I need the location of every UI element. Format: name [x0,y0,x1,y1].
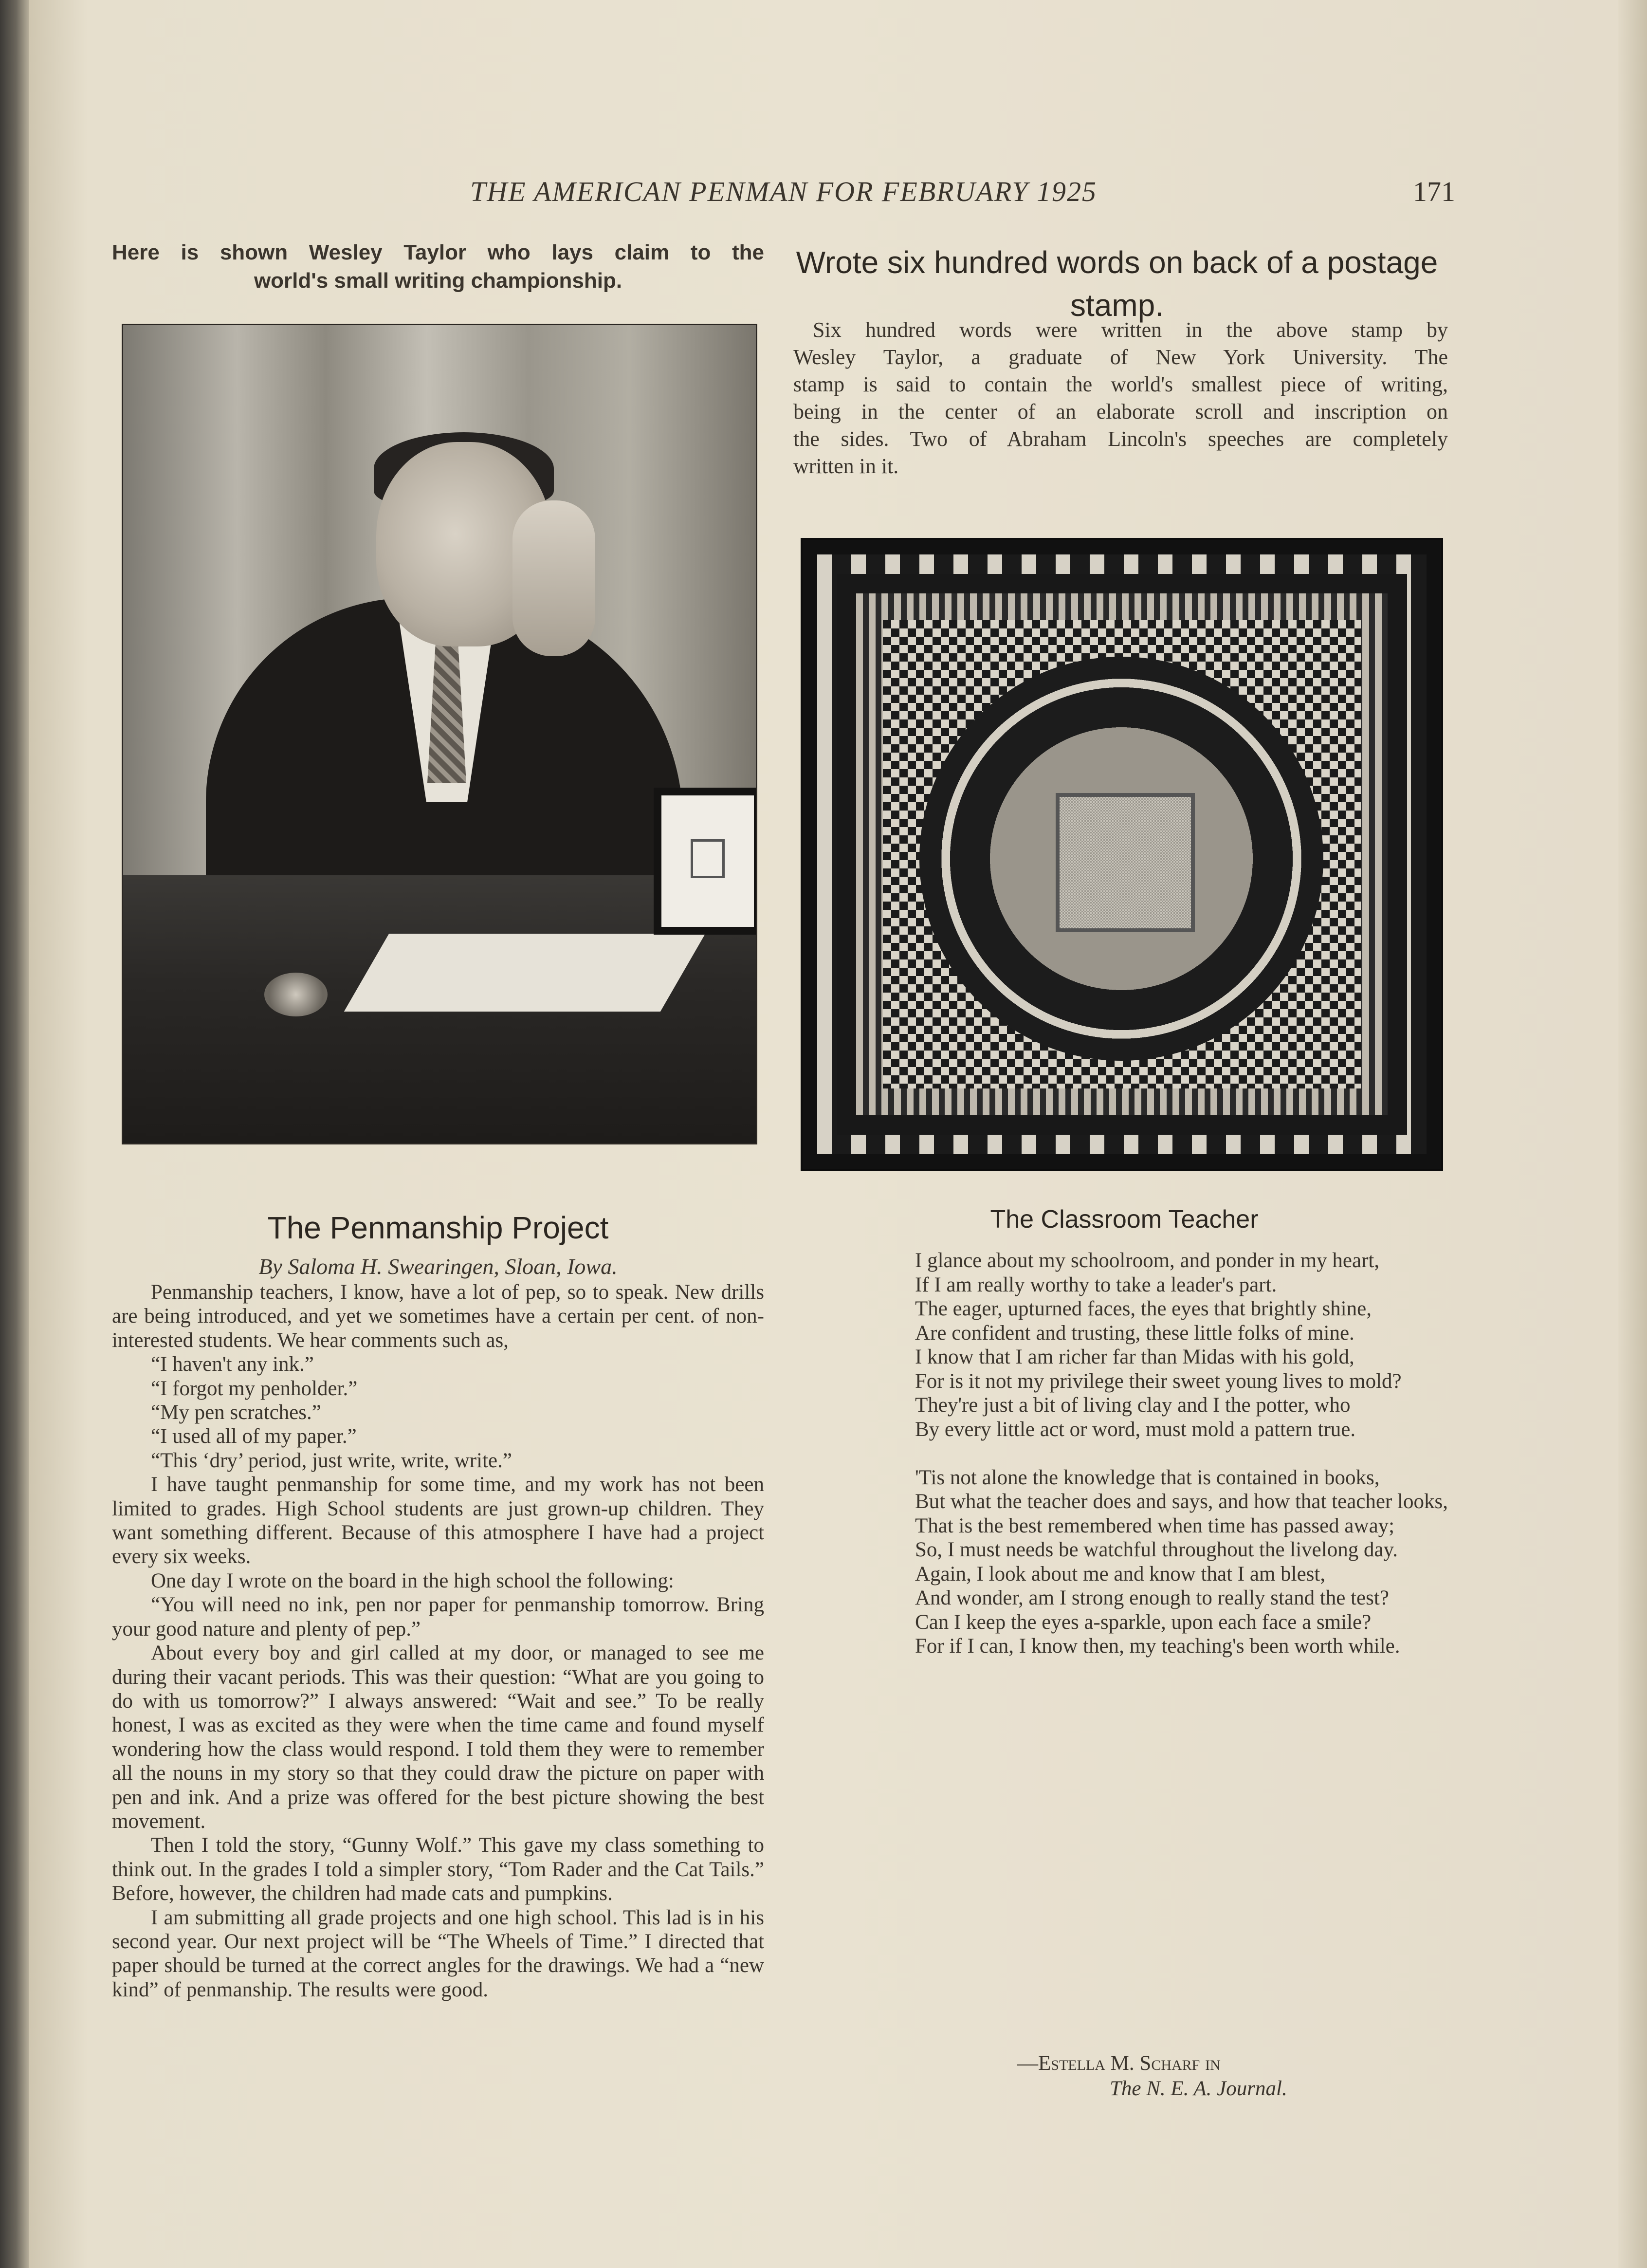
penmanship-paragraph: “This ‘dry’ period, just write, write, write.” [151,1449,512,1472]
poem-line: Again, I look about me and know that I am blest, [915,1562,1326,1586]
stanza-gap [915,1441,1450,1466]
penmanship-paragraph: “I forgot my penholder.” [151,1377,358,1400]
penmanship-paragraph: Then I told the story, “Gunny Wolf.” This gave my class something to think out. In the grades I told a simpler story, “Tom Rader and the Cat Tails.” Before, however, the children had made cats and pumpkins. [112,1834,764,1905]
penmanship-article-byline: By Saloma H. Swearingen, Sloan, Iowa. [258,1254,618,1279]
poem-line: Are confident and trusting, these little folks of mine. [915,1321,1354,1345]
poem-line: I glance about my schoolroom, and ponder in my heart, [915,1249,1380,1272]
poem-line: Can I keep the eyes a-sparkle, upon each face a smile? [915,1610,1372,1634]
poem-credit [915,2051,1450,2102]
photo-inkwell [264,973,328,1016]
poem-title: The Classroom Teacher [990,1205,1259,1234]
stamp-article-body [793,316,1448,480]
photo-caption-line-2: world's small writing championship. [254,269,622,293]
page-number: 171 [1413,176,1455,207]
photo-paper-sheet [344,934,705,1012]
stamp-article-line: being in the center of an elaborate scroll and inscription on [793,400,1448,424]
poem-body [915,1249,1450,1659]
page-edge [1618,0,1647,2268]
poem-line: I know that I am richer far than Midas with his gold, [915,1346,1354,1368]
penmanship-paragraph: I am submitting all grade projects and one high school. This lad is in his second year. Our next project will be “The Wheels of Time.” I directed that paper should be turned at the correct angles for the drawings. We had a “new kind” of penmanship. The results were good. [112,1906,764,2001]
stamp-article-line: Wesley Taylor, a graduate of New York University. The [793,345,1448,369]
penmanship-paragraph: “My pen scratches.” [151,1401,321,1424]
poem-line: And wonder, am I strong enough to really stand the test? [915,1586,1389,1609]
photo-caption [112,239,764,295]
poem-credit-author: —Estella M. Scharf in [1017,2052,1221,2075]
running-head: THE AMERICAN PENMAN FOR FEBRUARY 1925 [470,176,1098,207]
penmanship-paragraph: “I haven't any ink.” [151,1353,314,1376]
stamp-article-line: Six hundred words were written in the above stamp by [813,318,1448,342]
photo-caption-line-1: Here is shown Wesley Taylor who lays claim to the [112,240,764,264]
penmanship-paragraph: One day I wrote on the board in the high school the following: [151,1569,674,1592]
penmanship-paragraph: About every boy and girl called at my door, or managed to see me during their vacant periods. This was their question: “What are you going to do with us tomorrow?” I always answered: “Wait and see.” To be really honest, I was as excited as they were when the time came and found myself wondering how the class would respond. I told them they were to remember all the nouns in my story so that they could draw the picture on paper with pen and ink. And a prize was offered for the best picture showing the best movement. [112,1641,764,1833]
penmanship-paragraph: “I used all of my paper.” [151,1425,357,1448]
poem-line: That is the best remembered when time has passed away; [915,1514,1395,1537]
poem-line: So, I must needs be watchful throughout the livelong day. [915,1538,1398,1561]
poem-line: For is it not my privilege their sweet young lives to mold? [915,1369,1402,1393]
penmanship-paragraph: Penmanship teachers, I know, have a lot of pep, so to speak. New drills are being introduced, and yet we sometimes have a certain per cent. of non-interested students. We hear comments such as, [112,1281,764,1352]
stamp-article-line: written in it. [793,454,899,478]
stamp-article-headline: Wrote six hundred words on back of a postage stamp. [796,245,1438,323]
portrait-photo [122,324,757,1144]
poem-line: The eager, upturned faces, the eyes that brightly shine, [915,1297,1372,1320]
photo-picture-frame [654,788,757,935]
book-binding [0,0,29,2268]
poem-line: 'Tis not alone the knowledge that is contained in books, [915,1466,1380,1489]
penmanship-paragraph: I have taught penmanship for some time, and my work has not been limited to grades. High School students are just grown-up children. They want something different. Because of this atmosphere I have had a project every six weeks. [112,1473,764,1568]
penmanship-article-body [112,1280,764,2002]
poem-credit-source: The N. E. A. Journal. [1110,2077,1287,2100]
penmanship-paragraph: “You will need no ink, pen nor paper for penmanship tomorrow. Bring your good nature and plenty of pep.” [112,1593,764,1641]
poem-line: For if I can, I know then, my teaching's been worth while. [915,1635,1400,1658]
stamp-article-line: the sides. Two of Abraham Lincoln's speeches are completely [793,427,1448,451]
penmanship-article-title: The Penmanship Project [267,1210,609,1245]
poem-line: By every little act or word, must mold a pattern true. [915,1418,1356,1441]
poem-line: They're just a bit of living clay and I the potter, who [915,1394,1351,1417]
poem-line: If I am really worthy to take a leader's part. [915,1273,1277,1296]
stamp-writing-center [1056,793,1195,932]
poem-line: But what the teacher does and says, and how that teacher looks, [915,1490,1448,1513]
stamp-image [801,538,1443,1171]
photo-figure-hand [512,500,595,656]
stamp-article-line: stamp is said to contain the world's smallest piece of writing, [793,372,1448,396]
